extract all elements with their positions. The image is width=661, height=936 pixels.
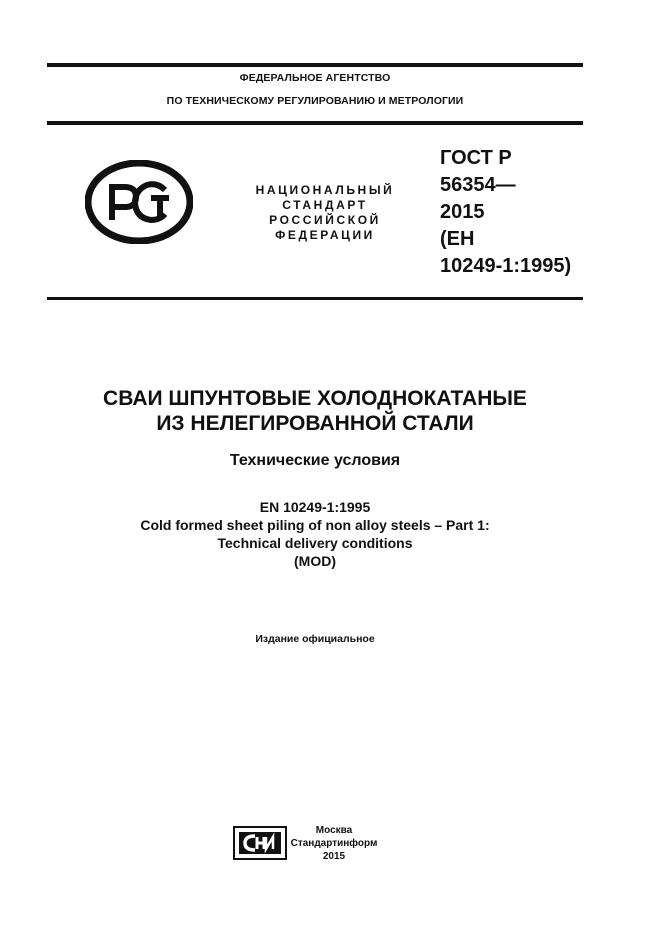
agency-name-line1: ФЕДЕРАЛЬНОЕ АГЕНТСТВО <box>239 72 391 84</box>
document-title <box>47 386 583 436</box>
en-modifier: (MOD) <box>294 553 336 569</box>
en-title-line2: Technical delivery conditions <box>217 535 413 551</box>
international-standard-block <box>47 498 583 570</box>
standard-designation <box>440 145 571 280</box>
designation-line: 2015 <box>440 201 485 223</box>
standartinform-logo-icon <box>233 826 287 860</box>
title-line1: СВАИ ШПУНТОВЫЕ ХОЛОДНОКАТАНЫЕ <box>103 387 527 410</box>
national-standard-label <box>240 183 410 243</box>
designation-line: (ЕН <box>440 228 475 250</box>
publisher-city: Москва <box>315 825 353 836</box>
title-line2: ИЗ НЕЛЕГИРОВАННОЙ СТАЛИ <box>156 412 474 435</box>
en-code: EN 10249-1:1995 <box>259 499 371 515</box>
publication-year: 2015 <box>322 851 346 862</box>
document-subtitle: Технические условия <box>229 452 401 469</box>
national-standard-line: РОССИЙСКОЙ <box>269 213 381 227</box>
national-standard-line: НАЦИОНАЛЬНЫЙ <box>255 183 395 197</box>
national-standard-line: СТАНДАРТ <box>282 198 368 212</box>
designation-line: 56354— <box>440 174 516 196</box>
publisher-imprint <box>282 824 386 863</box>
designation-line: 10249-1:1995) <box>440 255 572 277</box>
rst-certification-mark-icon <box>85 160 193 244</box>
designation-line: ГОСТ Р <box>440 147 512 169</box>
title-divider <box>47 297 583 300</box>
national-standard-line: ФЕДЕРАЦИИ <box>275 228 375 242</box>
top-divider <box>47 63 583 67</box>
header-divider <box>47 121 583 125</box>
publisher-name: Стандартинформ <box>290 838 378 849</box>
edition-note: Издание официальное <box>255 633 375 645</box>
agency-name-line2: ПО ТЕХНИЧЕСКОМУ РЕГУЛИРОВАНИЮ И МЕТРОЛОГИИ <box>166 95 464 107</box>
en-title-line1: Cold formed sheet piling of non alloy steels – Part 1: <box>140 517 490 533</box>
